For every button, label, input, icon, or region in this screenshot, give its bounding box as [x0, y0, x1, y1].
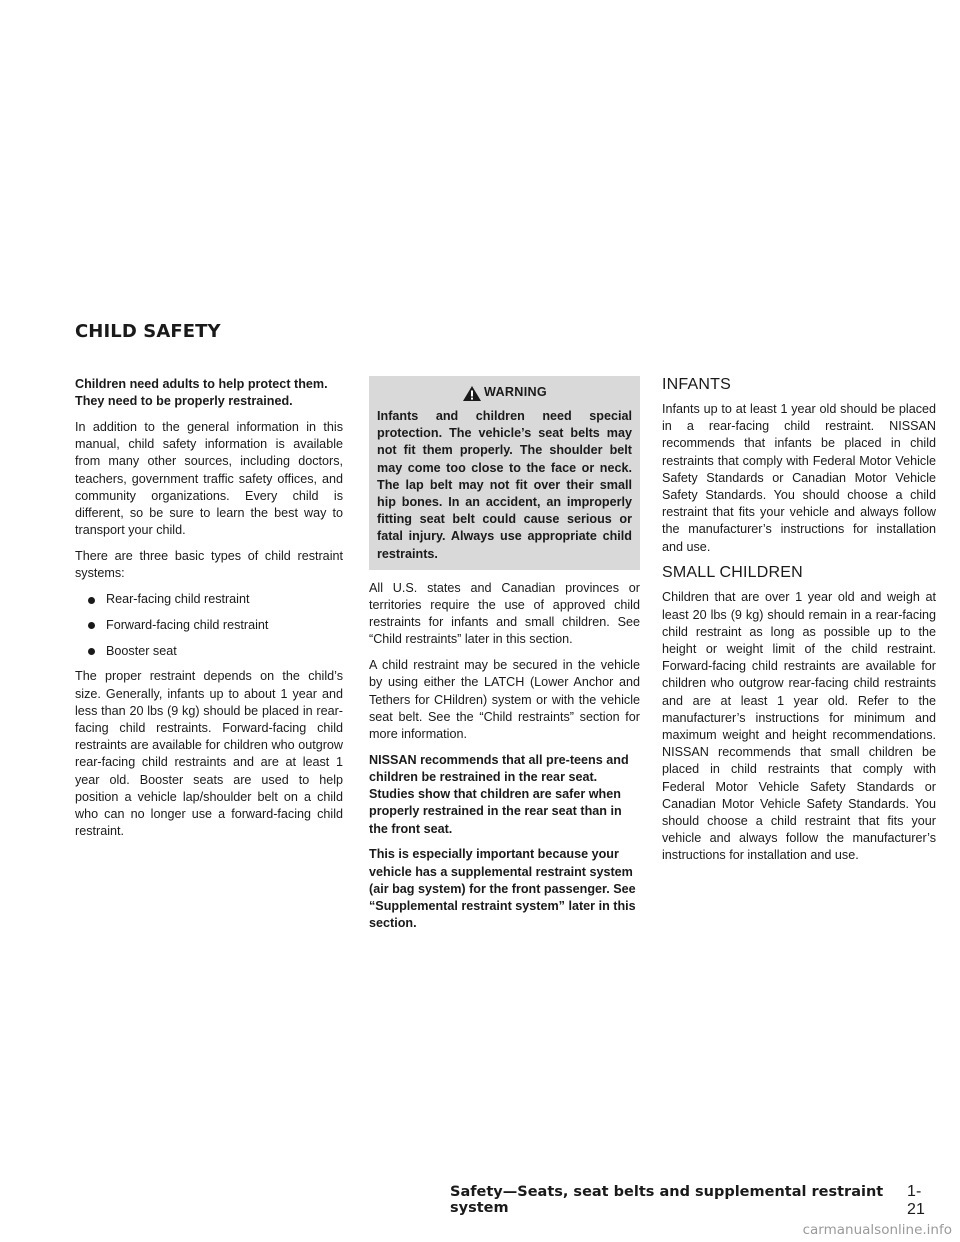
list-item: [75, 643, 343, 660]
section-title: CHILD SAFETY: [75, 321, 221, 342]
list-item: [75, 591, 343, 608]
page-number: 1-21: [907, 1183, 925, 1218]
bullet-icon: [88, 597, 95, 604]
heading-small-children: SMALL CHILDREN: [662, 564, 803, 582]
paragraph: Children that are over 1 year old and weigh at least 20 lbs (9 kg) should remain in a rear-facing child restraint as long as possible up to the height or weight limit of the child restraint. Forward-facing child restraints are available for children who outgrow rear-facing child restraints and are at least 1 year old. Refer to the manufacturer’s instructions for minimum and maximum weight and height recommendations. NISSAN recommends that small children be placed in child restraints that comply with Federal Motor Vehicle Safety Standards or Canadian Motor Vehicle Safety Standards. You should choose a child restraint that fits your vehicle and always follow the manufacturer’s instructions for installation and use.: [662, 590, 936, 863]
paragraph: A child restraint may be secured in the vehicle by using either the LATCH (Lower Anchor and Tethers for CHildren) system or with the vehicle seat belt. See the “Child restraints” section for more information.: [369, 658, 640, 742]
warning-box: [369, 376, 640, 570]
warning-text: Infants and children need special protection. The vehicle’s seat belts may not fit them properly. The shoulder belt may come too close to the face or neck. The lap belt may not fit over their small hip bones. In an accident, an improperly fitting seat belt could cause serious or fatal injury. Always use appropriate child restraints.: [377, 409, 632, 561]
paragraph: Infants up to at least 1 year old should be placed in a rear-facing child restraint. NISSAN recommends that infants be placed in child restraints that comply with Federal Motor Vehicle Safety Standards or Canadian Motor Vehicle Safety Standards. You should choose a child restraint that fits your vehicle and always follow the manufacturer’s instructions for installation and use.: [662, 402, 936, 554]
list-item-label: Booster seat: [106, 643, 177, 658]
bullet-icon: [88, 622, 95, 629]
paragraph: All U.S. states and Canadian provinces or territories require the use of approved child restraints for infants and small children. See “Child restraints” later in this section.: [369, 580, 640, 647]
warning-title: WARNING: [484, 385, 547, 400]
warning-header: [377, 378, 632, 408]
paragraph: In addition to the general information in this manual, child safety information is available from many other sources, including doctors, teachers, government traffic safety offices, and community organizations. Every child is different, so be sure to learn the best way to transport your child.: [75, 420, 343, 538]
watermark: carmanualsonline.info: [802, 1222, 952, 1238]
paragraph: The proper restraint depends on the child’s size. Generally, infants up to about 1 year and less than 20 lbs (9 kg) should be placed in rear-facing child restraints. Forward-facing child restraints are available for children who outgrow rear-facing child restraints and are at least 1 year old. Booster seats are used to help position a vehicle lap/shoulder belt on a child who can no longer use a forward-facing child restraint.: [75, 669, 343, 839]
page-footer: [450, 1183, 936, 1219]
chapter-title: Safety—Seats, seat belts and supplemental restraint system: [450, 1184, 884, 1216]
list-item-label: Rear-facing child restraint: [106, 592, 250, 607]
column-right: [662, 376, 936, 873]
list-item-label: Forward-facing child restraint: [106, 617, 269, 632]
column-middle: [369, 376, 640, 941]
intro-bold-text: Children need adults to help protect them. They need to be properly restrained.: [75, 377, 328, 409]
warning-icon: [462, 385, 482, 402]
column-left: [75, 376, 343, 849]
bold-paragraph: NISSAN recommends that all pre-teens and children be restrained in the rear seat. Studies show that children are safer when properly restrained in the rear seat than in the front seat.: [369, 752, 629, 836]
restraint-types-list: [75, 591, 343, 660]
paragraph: There are three basic types of child restraint systems:: [75, 549, 343, 581]
bullet-icon: [88, 648, 95, 655]
list-item: [75, 617, 343, 634]
bold-paragraph: This is especially important because your vehicle has a supplemental restraint system (air bag system) for the front passenger. See “Supplemental restraint system” later in this section.: [369, 847, 636, 931]
heading-infants: INFANTS: [662, 376, 731, 393]
